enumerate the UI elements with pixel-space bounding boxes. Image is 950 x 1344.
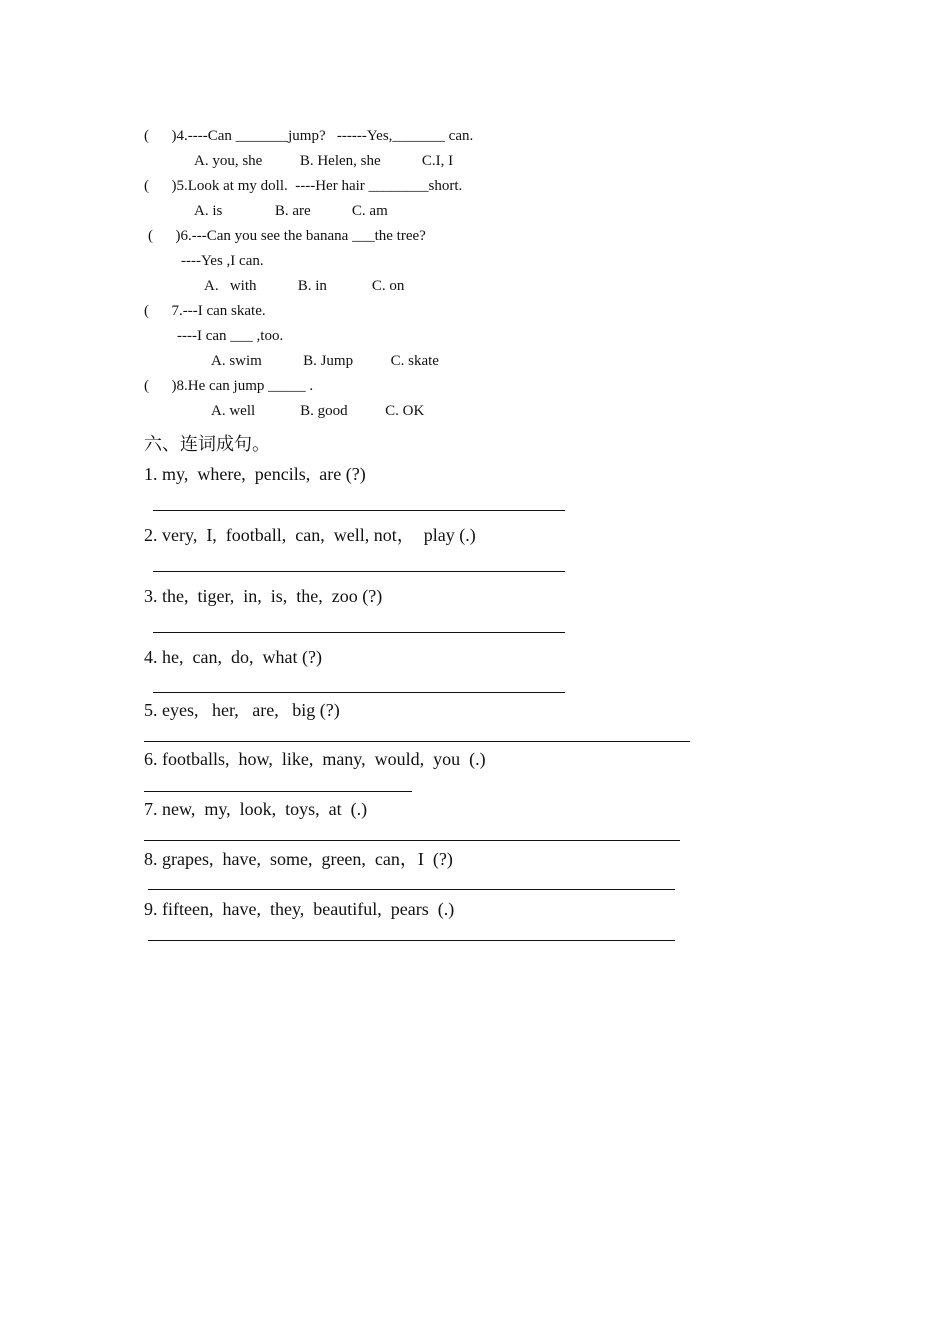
answer-line-4[interactable] bbox=[153, 692, 565, 693]
sentence-item-2: 2. very, I, football, can, well, not， play (.) bbox=[144, 525, 476, 545]
answer-line-7[interactable] bbox=[144, 840, 680, 841]
answer-line-1[interactable] bbox=[153, 510, 565, 511]
question-8-stem: ( )8.He can jump _____ . bbox=[144, 378, 314, 394]
answer-line-9[interactable] bbox=[148, 940, 675, 941]
sentence-item-3: 3. the, tiger, in, is, the, zoo (?) bbox=[144, 586, 383, 606]
question-6-reply: ----Yes ,I can. bbox=[181, 253, 264, 269]
question-7-reply: ----I can ___ ,too. bbox=[177, 328, 284, 344]
sentence-item-8: 8. grapes, have, some, green, can，I (?) bbox=[144, 849, 453, 869]
question-6-stem: ( )6.---Can you see the banana ___the tree? bbox=[148, 228, 426, 244]
sentence-item-4: 4. he, can, do, what (?) bbox=[144, 647, 322, 667]
sentence-item-7: 7. new, my, look, toys, at (.) bbox=[144, 799, 368, 819]
question-5-stem: ( )5.Look at my doll. ----Her hair ________short. bbox=[144, 178, 463, 194]
answer-line-6[interactable] bbox=[144, 791, 412, 792]
answer-line-3[interactable] bbox=[153, 632, 565, 633]
question-5-options: A. is B. are C. am bbox=[194, 203, 388, 219]
question-6-options: A. with B. in C. on bbox=[204, 278, 405, 294]
sentence-item-5: 5. eyes, her, are, big (?) bbox=[144, 700, 340, 720]
answer-line-5[interactable] bbox=[144, 741, 690, 742]
answer-line-2[interactable] bbox=[153, 571, 565, 572]
sentence-item-1: 1. my, where, pencils, are (?) bbox=[144, 464, 366, 484]
question-7-stem: ( 7.---I can skate. bbox=[144, 303, 266, 319]
question-8-options: A. well B. good C. OK bbox=[211, 403, 425, 419]
sentence-item-9: 9. fifteen, have, they, beautiful, pears (.) bbox=[144, 899, 455, 919]
question-4-stem: ( )4.----Can _______jump? ------Yes,_______ can. bbox=[144, 128, 474, 144]
answer-line-8[interactable] bbox=[148, 889, 675, 890]
question-4-options: A. you, she B. Helen, she C.I, I bbox=[194, 153, 454, 169]
section-6-heading: 六、连词成句。 bbox=[144, 434, 270, 454]
sentence-item-6: 6. footballs, how, like, many, would, you (.) bbox=[144, 749, 486, 769]
question-7-options: A. swim B. Jump C. skate bbox=[211, 353, 439, 369]
